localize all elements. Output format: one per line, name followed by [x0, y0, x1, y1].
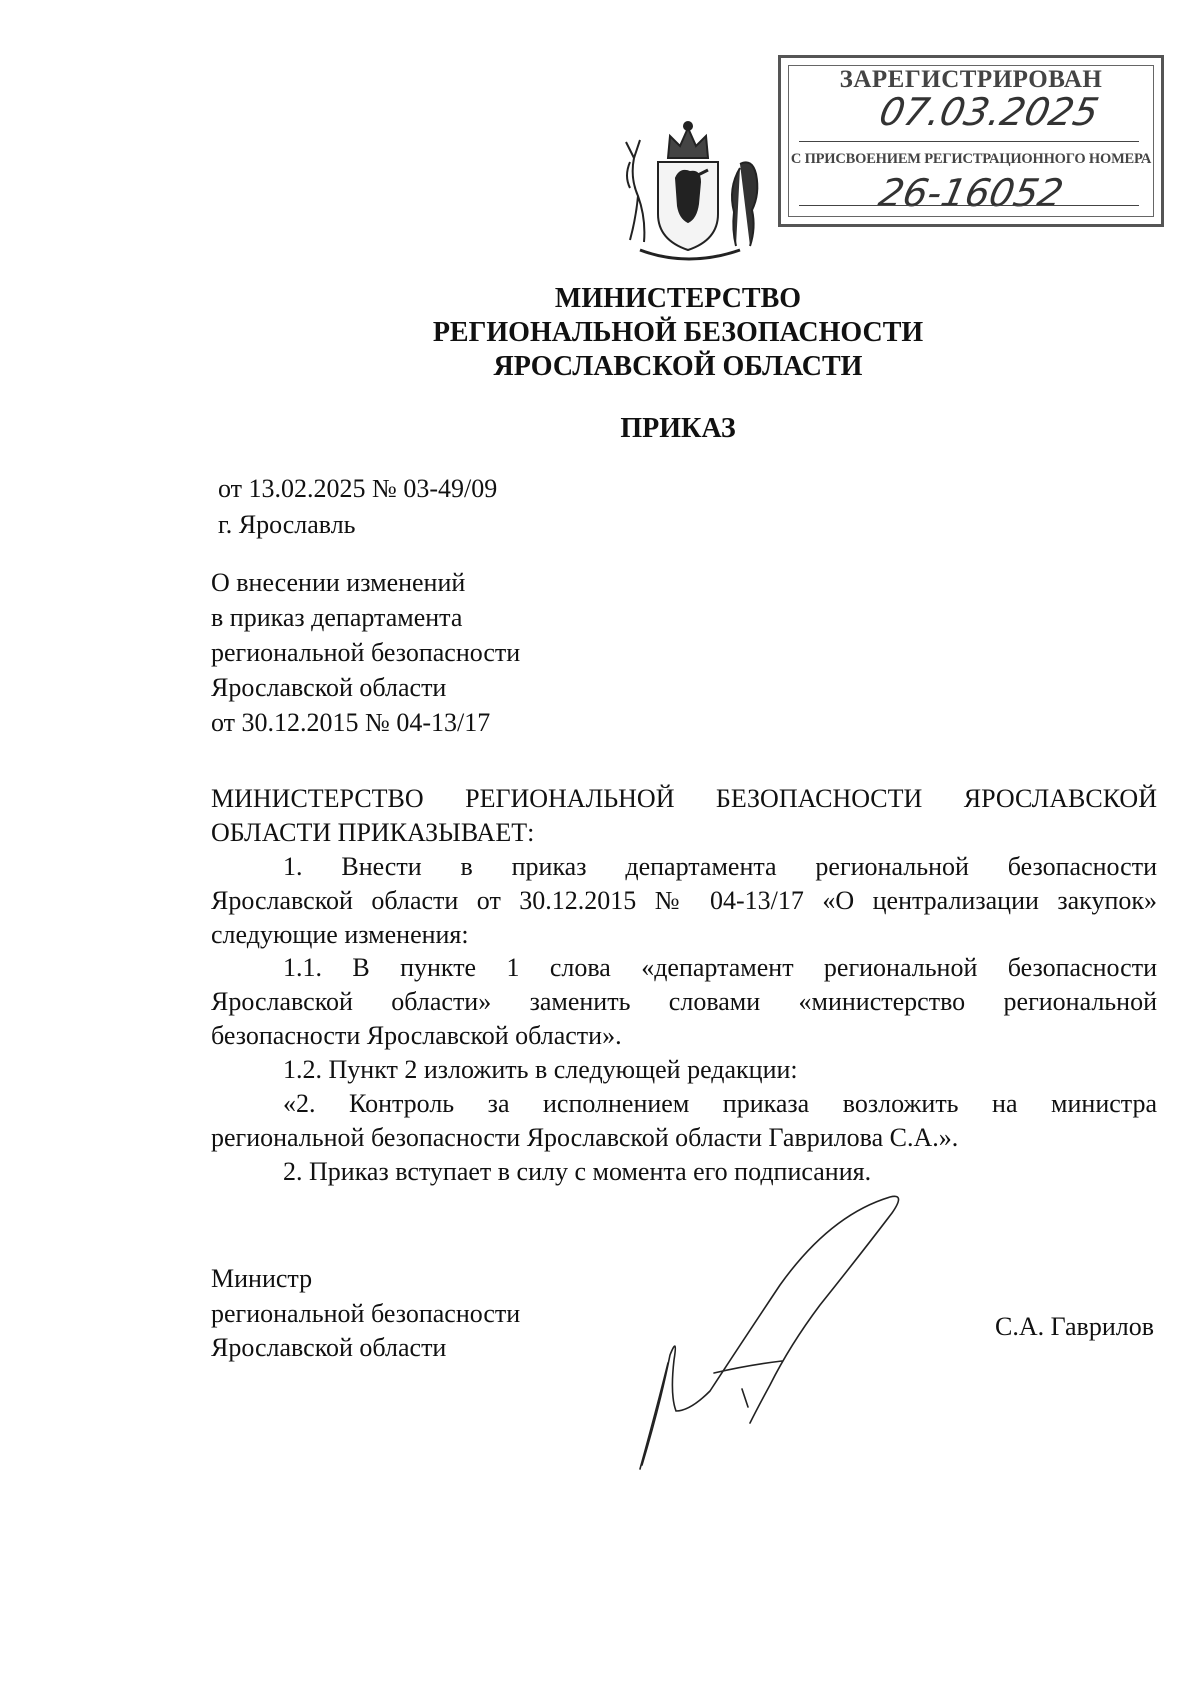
quoted-paragraph-line: региональной безопасности Ярославской области Гаврилова С.А.». [211, 1123, 959, 1152]
subject-line: в приказ департамента [211, 603, 463, 632]
paragraph-1-1-line: безопасности Ярославской области». [211, 1021, 622, 1050]
subject-line: О внесении изменений [211, 568, 466, 597]
paragraph-1-2: 1.2. Пункт 2 изложить в следующей редакции: [283, 1055, 798, 1084]
stamp-number: 26-16052 [874, 171, 1068, 215]
order-date-number: от 13.02.2025 № 03-49/09 [218, 474, 498, 503]
subject-line: Ярославской области [211, 673, 447, 702]
signatory-position-line: Ярославской области [211, 1333, 447, 1362]
paragraph-1-1-line: Ярославской области» заменить словами «министерство региональной [211, 987, 1157, 1016]
paragraph-1-line: Ярославской области от 30.12.2015 № 04-13/17 «О централизации закупок» [211, 886, 1157, 915]
preamble-line: ОБЛАСТИ ПРИКАЗЫВАЕТ: [211, 818, 535, 847]
stamp-title: ЗАРЕГИСТРИРОВАН [839, 66, 1103, 93]
stamp-divider [799, 141, 1139, 142]
preamble-line: МИНИСТЕРСТВО РЕГИОНАЛЬНОЙ БЕЗОПАСНОСТИ ЯРОСЛАВСКОЙ [211, 784, 1157, 813]
stamp-caption: С ПРИСВОЕНИЕМ РЕГИСТРАЦИОННОГО НОМЕРА [790, 151, 1152, 167]
order-city: г. Ярославль [218, 510, 356, 539]
stamp-bottom-line [799, 205, 1139, 206]
document-type: ПРИКАЗ [620, 413, 736, 444]
paragraph-1-line: следующие изменения: [211, 920, 469, 949]
coat-of-arms-emblem [600, 118, 776, 262]
paragraph-1-1-line: 1.1. В пункте 1 слова «департамент региональной безопасности [283, 953, 1157, 982]
quoted-paragraph-line: «2. Контроль за исполнением приказа возложить на министра [283, 1089, 1157, 1118]
paragraph-2: 2. Приказ вступает в силу с момента его подписания. [283, 1157, 872, 1186]
ministry-name-line2: РЕГИОНАЛЬНОЙ БЕЗОПАСНОСТИ [432, 317, 924, 348]
handwritten-signature [630, 1185, 930, 1475]
signatory-position-line: Министр [211, 1264, 313, 1293]
subject-line: региональной безопасности [211, 638, 521, 667]
subject-line: от 30.12.2015 № 04-13/17 [211, 708, 491, 737]
signatory-name: С.А. Гаврилов [995, 1312, 1154, 1341]
signatory-position-line: региональной безопасности [211, 1299, 521, 1328]
ministry-name-line3: ЯРОСЛАВСКОЙ ОБЛАСТИ [493, 351, 863, 382]
ministry-name-line1: МИНИСТЕРСТВО [554, 283, 802, 314]
paragraph-1-line: 1. Внести в приказ департамента региональной безопасности [283, 852, 1157, 881]
registration-stamp [778, 55, 1164, 227]
stamp-date: 07.03.2025 [875, 90, 1103, 134]
